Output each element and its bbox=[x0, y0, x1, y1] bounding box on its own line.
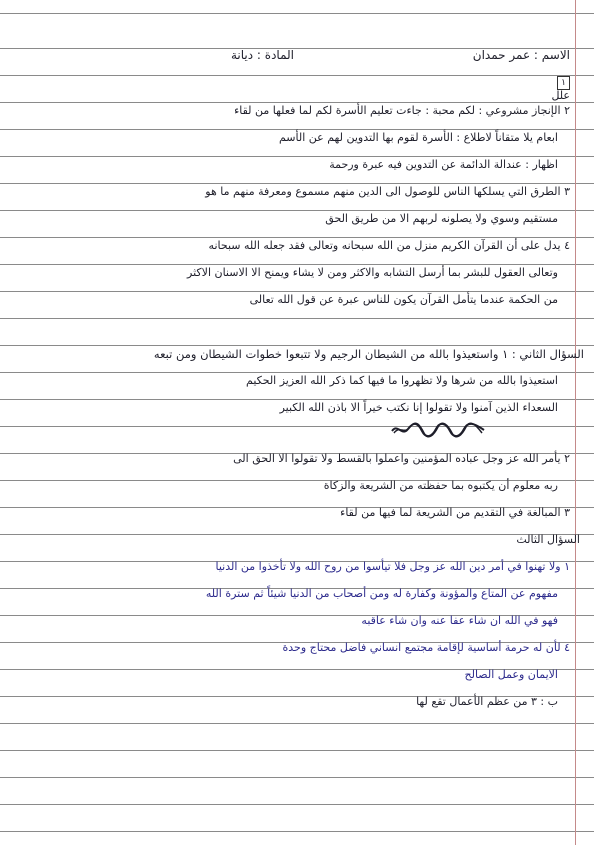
answer-line-12: ٢ يأمر الله عز وجل عباده المؤمنين واعملوا بالقسط ولا تقولوا الا الحق الى bbox=[233, 452, 570, 465]
margin-line bbox=[575, 0, 576, 845]
answer-line-4: ٣ الطرق التي يسلكها الناس للوصول الى الدين منهم مسموع ومعرفة منهم ما هو bbox=[205, 185, 570, 198]
header-name: الاسم : عمر حمدان bbox=[472, 48, 570, 62]
answer-line-9: السؤال الثاني : ١ واستعيذوا بالله من الشيطان الرجيم ولا تتبعوا خطوات الشيطان ومن تبعه bbox=[153, 347, 584, 361]
answer-line-2: ابعام يلا متقاناً لاطلاع : الأسرة لقوم بها التدوين لهم عن الأسم bbox=[278, 131, 558, 144]
answer-line-10: استعيذوا بالله من شرها ولا تظهروا ما فيها كما ذكر الله العزيز الحكيم bbox=[246, 374, 558, 387]
section1-sub-text: علل bbox=[551, 89, 570, 102]
answer-line-20: ب : ٣ من عظم الأعمال تقع لها bbox=[416, 695, 558, 708]
answer-line-1: ٢ الإنجاز مشروعي : لكم محبة : جاءت تعليم الأسرة لكم لما فعلها من لقاء bbox=[234, 104, 570, 117]
subject-label: المادة bbox=[264, 48, 294, 62]
answer-line-7: وتعالى العقول للبشر بما أرسل التشابه والاكثر ومن لا يشاء ويمنح الا الاسنان الاكثر bbox=[187, 266, 558, 279]
header-subject: المادة : ديانة bbox=[230, 48, 294, 62]
answer-line-19: الايمان وعمل الصالح bbox=[464, 668, 558, 681]
answer-line-18: ٤ لأن له حرمة أساسية لإقامة مجتمع انساني فاضل محتاج وحدة bbox=[282, 641, 570, 654]
subject-value: ديانة bbox=[230, 48, 254, 62]
section3-heading: السؤال الثالث bbox=[516, 533, 580, 546]
answer-line-8: من الحكمة عندما يتأمل القرآن يكون للناس عبرة عن قول الله تعالى bbox=[249, 293, 558, 306]
name-value: عمر حمدان bbox=[472, 48, 531, 62]
answer-line-14: ٣ المبالغة في التقديم من الشريعة لما فيها من لقاء bbox=[340, 506, 570, 519]
answer-line-16: مفهوم عن المتاع والمؤونة وكفارة له ومن أصحاب من الدنيا شيئاً ثم سترة الله bbox=[205, 587, 558, 600]
section1-box: ١ bbox=[557, 76, 570, 90]
answer-line-5: مستقيم وسوي ولا يصلونه لربهم الا من طريق الحق bbox=[325, 212, 558, 225]
answer-line-15: ١ ولا تهنوا في أمر دين الله عز وجل فلا تيأسوا من روح الله ولا تأخذوا من الدنيا bbox=[215, 560, 570, 573]
answer-line-11: السعداء الذين آمنوا ولا تقولوا إنا نكتب خيراً الا باذن الله الكبير bbox=[279, 401, 558, 414]
answer-line-13: ربه معلوم أن يكتبوه بما حفظته من الشريعة والزكاة bbox=[323, 479, 558, 492]
answer-line-3: اظهار : عندالة الدائمة عن التدوين فيه عبرة ورحمة bbox=[329, 158, 558, 171]
crossed-out-scribble bbox=[390, 421, 486, 439]
name-label: الاسم bbox=[541, 48, 570, 62]
answer-line-6: ٤ يدل على أن القرآن الكريم منزل من الله سبحانه وتعالى فقد جعله الله سبحانه bbox=[208, 239, 570, 252]
answer-line-17: فهو في الله ان شاء عفا عنه وان شاء عاقبه bbox=[361, 614, 558, 627]
